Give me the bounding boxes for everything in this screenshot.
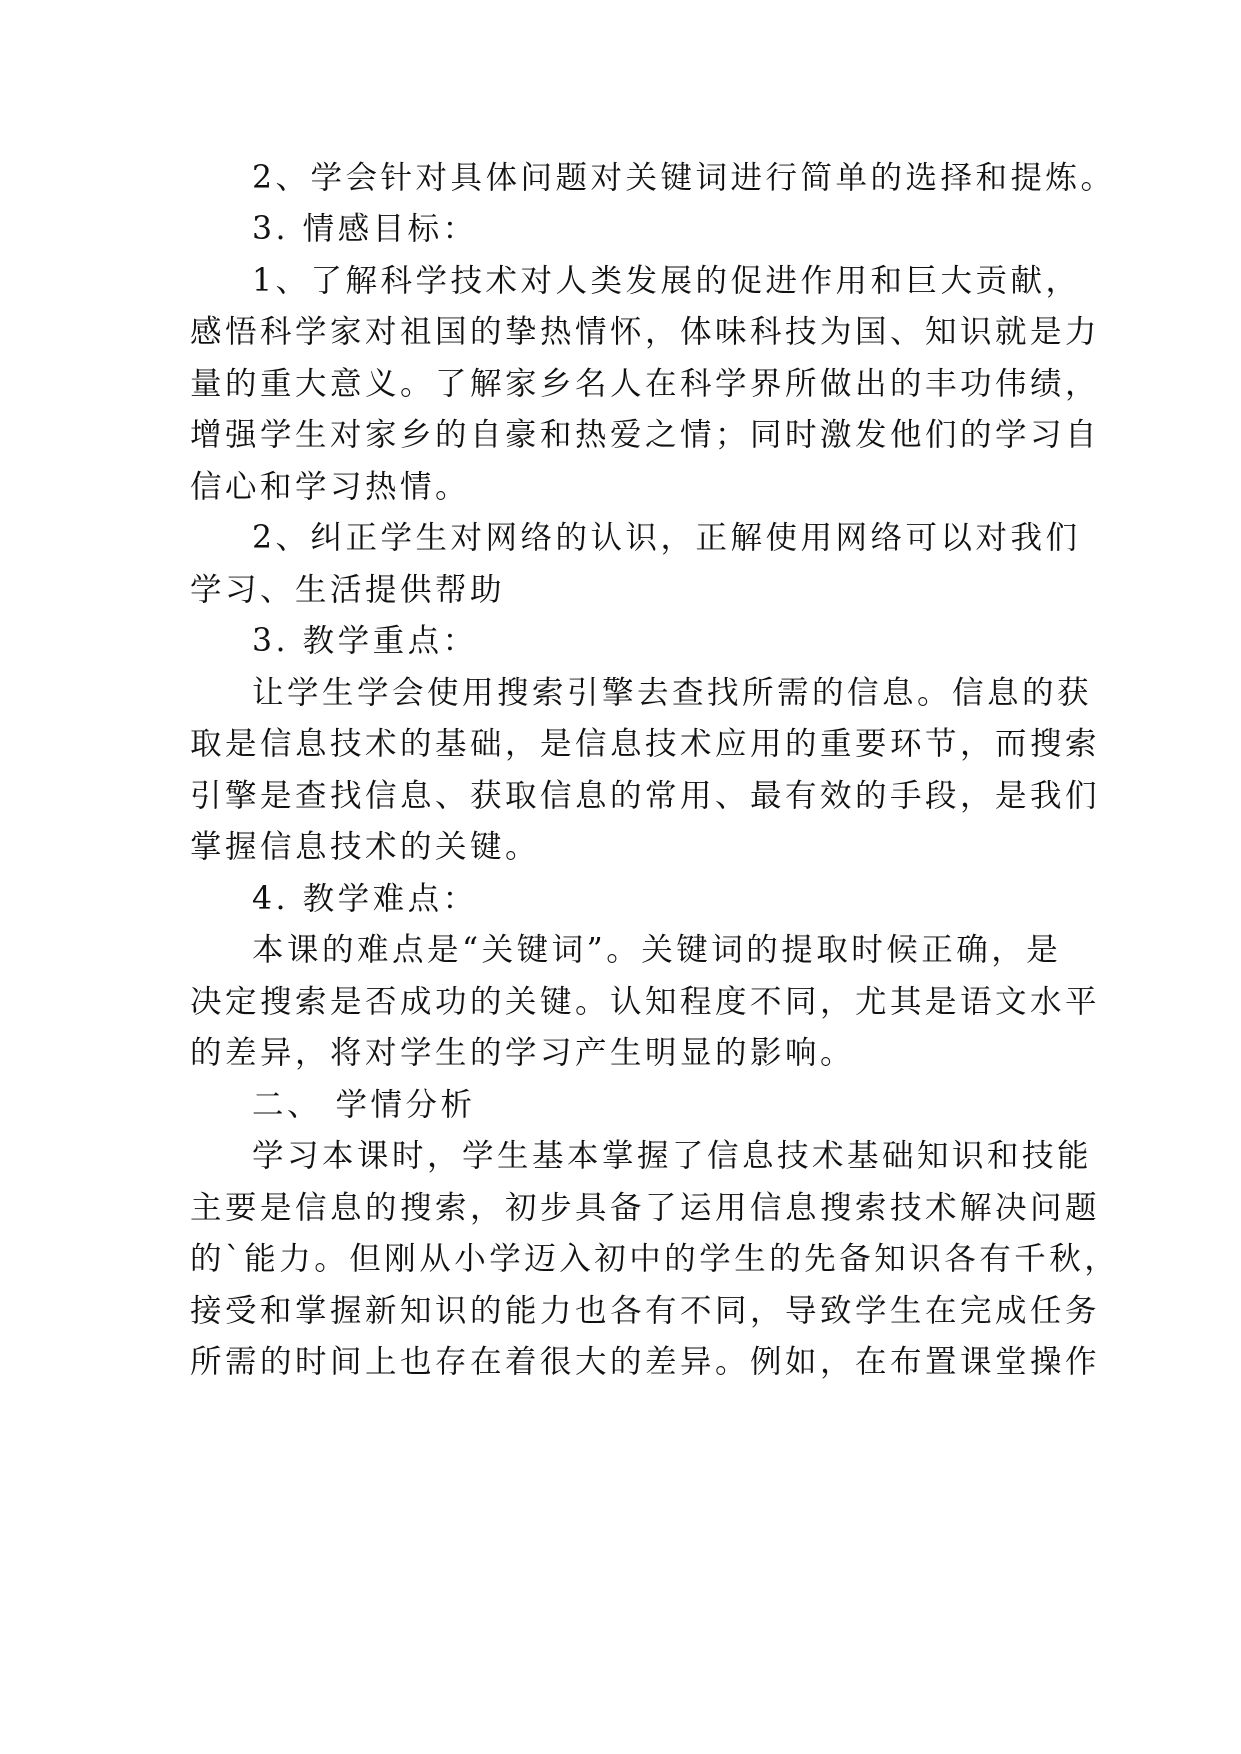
text-line: 感悟科学家对祖国的挚热情怀，体味科技为国、知识就是力 <box>190 314 1101 350</box>
text-line: 学习本课时，学生基本掌握了信息技术基础知识和技能 <box>252 1138 1093 1174</box>
text-line: 引擎是查找信息、获取信息的常用、最有效的手段，是我们 <box>190 778 1101 814</box>
text-line: 掌握信息技术的关键。 <box>190 829 541 865</box>
text-line: 学习、生活提供帮助 <box>190 572 506 608</box>
text-line: 主要是信息的搜索，初步具备了运用信息搜索技术解决问题 <box>190 1190 1101 1226</box>
text-line: 接受和掌握新知识的能力也各有不同，导致学生在完成任务 <box>190 1293 1101 1329</box>
section-heading: 3. 情感目标： <box>252 211 478 247</box>
text-line: 信心和学习热情。 <box>190 469 471 505</box>
text-line: 1、了解科学技术对人类发展的促进作用和巨大贡献， <box>252 263 1081 299</box>
text-line: 2、学会针对具体问题对关键词进行简单的选择和提炼。 <box>252 160 1116 196</box>
text-line: 2、纠正学生对网络的认识，正解使用网络可以对我们 <box>252 520 1081 556</box>
text-line: 的`能力。但刚从小学迈入初中的学生的先备知识各有千秋， <box>190 1241 1120 1277</box>
section-heading: 4. 教学难点： <box>252 881 478 917</box>
section-heading: 3. 教学重点： <box>252 623 478 659</box>
text-line: 决定搜索是否成功的关键。认知程度不同，尤其是语文水平 <box>190 984 1101 1020</box>
text-line: 让学生学会使用搜索引擎去查找所需的信息。信息的获 <box>252 675 1093 711</box>
text-line: 增强学生对家乡的自豪和热爱之情；同时激发他们的学习自 <box>190 417 1101 453</box>
text-line: 本课的难点是“关键词”。关键词的提取时候正确，是 <box>252 932 1062 968</box>
text-line: 所需的时间上也存在着很大的差异。例如，在布置课堂操作 <box>190 1344 1101 1380</box>
text-line: 取是信息技术的基础，是信息技术应用的重要环节，而搜索 <box>190 726 1101 762</box>
section-heading: 二、 学情分析 <box>252 1087 476 1123</box>
text-line: 量的重大意义。了解家乡名人在科学界所做出的丰功伟绩， <box>190 366 1101 402</box>
text-line: 的差异，将对学生的学习产生明显的影响。 <box>190 1035 856 1071</box>
